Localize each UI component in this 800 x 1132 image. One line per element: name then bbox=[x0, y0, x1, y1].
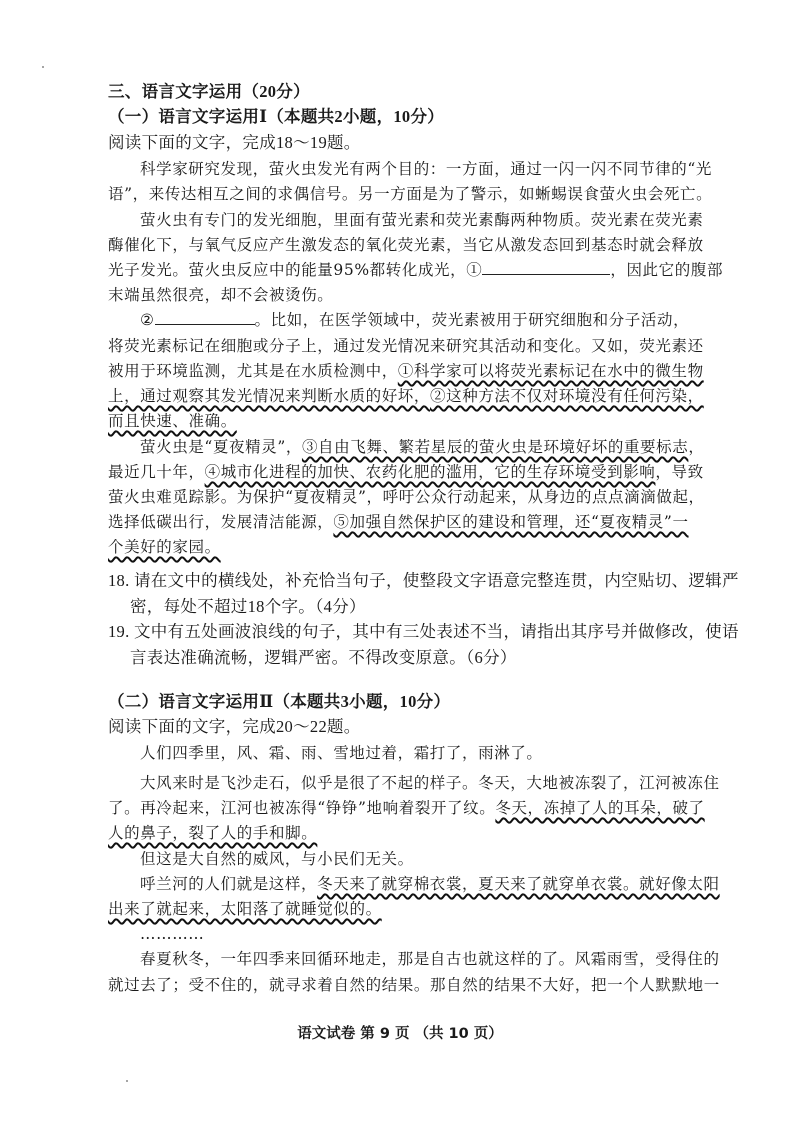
wavy-sentence-5: ⑤加强自然保护区的建设和管理，还“夏夜精灵”一 bbox=[333, 513, 689, 531]
passage2-underline-1: 冬天，冻掉了人的耳朵，破了 bbox=[495, 799, 705, 817]
passage2-underline-1-cont: 人的鼻子，裂了人的手和脚。 bbox=[108, 824, 318, 842]
passage1-p3-line5 bbox=[108, 411, 237, 431]
wavy-sentence-5-cont: 个美好的家园。 bbox=[108, 538, 221, 556]
scan-speck bbox=[126, 1080, 128, 1082]
blank-2[interactable] bbox=[155, 310, 255, 325]
passage1-p3-line2: 将荧光素标记在细胞或分子上，通过发光情况来研究其活动和变化。又如，荧光素还 bbox=[108, 337, 704, 355]
passage2-ellipsis: ………… bbox=[140, 925, 205, 943]
wavy-sentence-4: ④城市化进程的加快、农药化肥的滥用，它的生存环境受到影响 bbox=[204, 463, 656, 481]
passage1-p4-line1-tail: ， bbox=[688, 438, 705, 456]
passage1-p3-line3 bbox=[108, 361, 704, 381]
question-18-line1: 18. 请在文中的横线处，补充恰当句子，使整段文字语意完整连贯，内空贴切、逻辑严 bbox=[108, 571, 739, 590]
passage1-p4-line2 bbox=[108, 462, 704, 482]
passage1-p1-line2: 语”，来传达相互之间的求偶信号。另一方面是为了警示，如蜥蜴误食萤火虫会死亡。 bbox=[108, 185, 713, 203]
blank-1[interactable] bbox=[482, 260, 610, 275]
passage1-p4-line4 bbox=[108, 512, 689, 532]
passage1-p4-line2-tail: ，导致 bbox=[655, 463, 704, 481]
part1-intro: 阅读下面的文字，完成18～19题。 bbox=[108, 133, 361, 152]
passage1-p4-line3: 萤火虫难觅踪影。为保护“夏夜精灵”，呼吁公众行动起来，从身边的点点滴滴做起， bbox=[108, 488, 705, 506]
section-title: 三、语言文字运用（20分） bbox=[108, 82, 310, 101]
passage1-p4-line5 bbox=[108, 537, 221, 557]
wavy-sentence-3: ③自由飞舞、繁若星辰的萤火虫是环境好坏的重要标志 bbox=[301, 438, 689, 456]
page-footer: 语文试卷 第 9 页 （共 10 页） bbox=[297, 1026, 503, 1042]
passage2-line9: 就过去了；受不住的，就寻求着自然的结果。那自然的结果不大好，把一个人默默地一 bbox=[108, 976, 720, 994]
passage1-p4-line4-text: 选择低碳出行，发展清洁能源， bbox=[108, 513, 334, 531]
passage1-p3-line3-text: 被用于环境监测，尤其是在水质检测中， bbox=[108, 362, 398, 380]
part2-intro: 阅读下面的文字，完成20～22题。 bbox=[108, 717, 361, 736]
wavy-sentence-2: ②这种方法不仅对环境没有任何污染， bbox=[430, 387, 704, 405]
blank-2-label: ② bbox=[140, 311, 155, 329]
passage1-p3-line1-tail: 。比如，在医学领域中，荧光素被用于研究细胞和分子活动， bbox=[254, 311, 690, 329]
passage1-p3-line1 bbox=[140, 310, 689, 330]
passage2-underline-2: 冬天来了就穿棉衣裳，夏天来了就穿单衣裳。就好像太阳 bbox=[317, 875, 720, 893]
passage2-line3-text: 了。再冷起来，江河也被冻得“铮铮”地响着裂开了纹。 bbox=[108, 799, 496, 817]
question-19-line1: 19. 文中有五处画波浪线的句子，其中有三处表述不当，请指出其序号并做修改，使语 bbox=[108, 622, 739, 641]
wavy-sentence-1-cont: 上，通过观察其发光情况来判断水质的好坏， bbox=[108, 387, 431, 405]
scan-speck bbox=[42, 66, 44, 68]
passage2-line2: 大风来时是飞沙走石，似乎是很了不起的样子。冬天，大地被冻裂了，江河被冻住 bbox=[140, 774, 720, 792]
passage2-underline-2-cont: 出来了就起来，太阳落了就睡觉似的。 bbox=[108, 900, 382, 918]
passage1-p4-line2-text: 最近几十年， bbox=[108, 463, 205, 481]
wavy-sentence-1: ①科学家可以将荧光素标记在水中的微生物 bbox=[397, 362, 704, 380]
question-19-line2: 言表达准确流畅，逻辑严密。不得改变原意。（6分） bbox=[130, 648, 517, 667]
passage1-p2-line3-text: 光子发光。萤火虫反应中的能量95%都转化成光，① bbox=[108, 261, 483, 279]
passage2-line3 bbox=[108, 798, 705, 818]
passage1-p4-line1 bbox=[140, 437, 704, 457]
passage1-p1-line1: 科学家研究发现，萤火虫发光有两个目的：一方面，通过一闪一闪不同节律的“光 bbox=[140, 160, 713, 178]
passage2-line4 bbox=[108, 823, 317, 843]
passage2-line6-text: 呼兰河的人们就是这样， bbox=[140, 875, 318, 893]
passage1-p4-line1-text: 萤火虫是“夏夜精灵”， bbox=[140, 438, 302, 456]
wavy-sentence-2-cont: 而且快速、准确。 bbox=[108, 412, 237, 430]
passage1-p2-line3-tail: ，因此它的腹部 bbox=[610, 261, 724, 279]
passage2-line8: 春夏秋冬，一年四季来回循环地走，那是自古也就这样的了。风霜雨雪，受得住的 bbox=[140, 950, 720, 968]
passage1-p3-line4 bbox=[108, 386, 704, 406]
passage1-p2-line2: 酶催化下，与氧气反应产生激发态的氧化荧光素，当它从激发态回到基态时就会释放 bbox=[108, 236, 704, 254]
part1-title: （一）语言文字运用Ⅰ（本题共2小题，10分） bbox=[108, 107, 445, 126]
passage1-p2-line4: 末端虽然很亮，却不会被烫伤。 bbox=[108, 286, 334, 304]
question-18-line2: 密，每处不超过18个字。（4分） bbox=[130, 597, 366, 616]
passage2-line1: 人们四季里，风、霜、雨、雪地过着，霜打了，雨淋了。 bbox=[140, 744, 543, 762]
passage2-line7 bbox=[108, 899, 382, 919]
passage2-line6 bbox=[140, 874, 720, 894]
passage1-p2-line3 bbox=[108, 260, 723, 280]
passage1-p2-line1: 萤火虫有专门的发光细胞，里面有萤光素和荧光素酶两种物质。荧光素在荧光素 bbox=[140, 211, 704, 229]
passage2-line5: 但这是大自然的威风，与小民们无关。 bbox=[140, 850, 414, 868]
part2-title: （二）语言文字运用Ⅱ（本题共3小题，10分） bbox=[108, 692, 451, 711]
